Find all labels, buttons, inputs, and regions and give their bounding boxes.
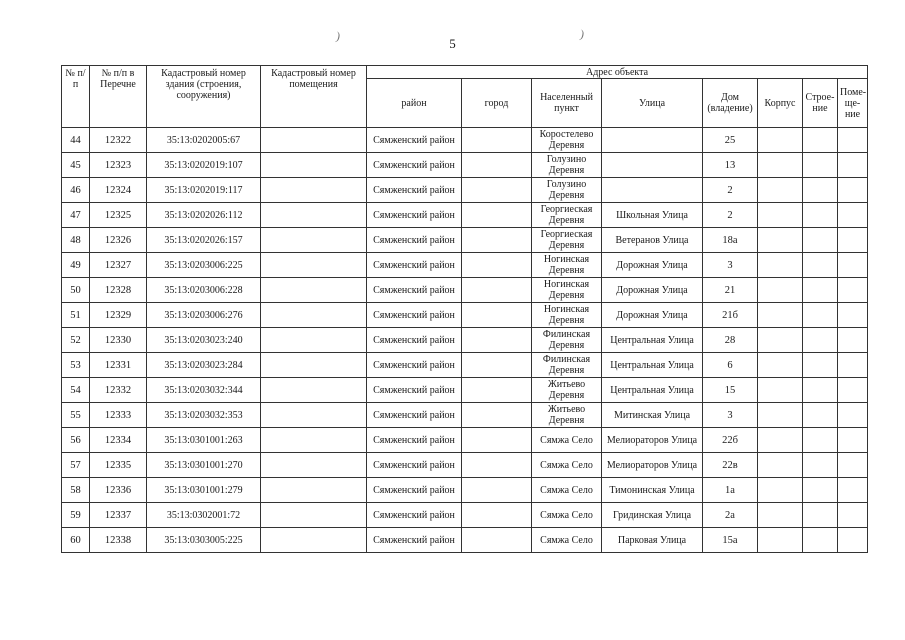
cell-korpus [758,128,803,153]
cell-district: Сямженский район [367,253,462,278]
cell-street: Дорожная Улица [602,278,703,303]
cell-building-cadastral: 35:13:0203023:284 [147,353,261,378]
cell-num: 52 [62,328,90,353]
cell-city [462,278,532,303]
cell-list-num: 12327 [90,253,147,278]
header-korpus: Корпус [758,79,803,128]
cell-pomeshchenie [838,153,868,178]
cell-pomeshchenie [838,253,868,278]
cell-pomeshchenie [838,503,868,528]
cell-num: 51 [62,303,90,328]
cell-korpus [758,328,803,353]
table-row [62,353,868,378]
cell-room-cadastral [261,353,367,378]
cell-house: 2 [703,203,758,228]
cell-house: 2 [703,178,758,203]
cell-house: 15 [703,378,758,403]
cell-settlement: Сямжа Село [532,528,602,553]
cell-district: Сямженский район [367,228,462,253]
objects-table [61,65,868,553]
cell-korpus [758,253,803,278]
cell-city [462,203,532,228]
cell-district: Сямженский район [367,128,462,153]
cell-settlement: Сямжа Село [532,453,602,478]
cell-building-cadastral: 35:13:0303005:225 [147,528,261,553]
cell-list-num: 12328 [90,278,147,303]
cell-list-num: 12336 [90,478,147,503]
scan-mark-left: ) [334,28,342,44]
cell-street: Центральная Улица [602,353,703,378]
cell-street: Тимонинская Улица [602,478,703,503]
header-street: Улица [602,79,703,128]
cell-city [462,353,532,378]
cell-district: Сямженский район [367,478,462,503]
cell-korpus [758,528,803,553]
cell-list-num: 12329 [90,303,147,328]
cell-pomeshchenie [838,228,868,253]
cell-stroenie [803,328,838,353]
cell-settlement: Сямжа Село [532,503,602,528]
cell-pomeshchenie [838,178,868,203]
table-row [62,303,868,328]
cell-list-num: 12338 [90,528,147,553]
table-row [62,253,868,278]
cell-settlement: Филинская Деревня [532,353,602,378]
cell-pomeshchenie [838,428,868,453]
cell-room-cadastral [261,178,367,203]
cell-house: 2а [703,503,758,528]
cell-list-num: 12332 [90,378,147,403]
cell-room-cadastral [261,328,367,353]
cell-street: Мелиораторов Улица [602,453,703,478]
cell-room-cadastral [261,478,367,503]
cell-settlement: Голузино Деревня [532,178,602,203]
cell-street: Дорожная Улица [602,253,703,278]
cell-street: Центральная Улица [602,378,703,403]
cell-room-cadastral [261,428,367,453]
cell-stroenie [803,428,838,453]
cell-building-cadastral: 35:13:0202019:117 [147,178,261,203]
cell-district: Сямженский район [367,453,462,478]
cell-korpus [758,228,803,253]
cell-house: 3 [703,253,758,278]
cell-num: 50 [62,278,90,303]
cell-street [602,153,703,178]
cell-building-cadastral: 35:13:0301001:279 [147,478,261,503]
header-house: Дом (владение) [703,79,758,128]
cell-city [462,328,532,353]
cell-district: Сямженский район [367,278,462,303]
header-room-cadastral: Кадастровый номер помещения [261,66,367,128]
cell-settlement: Ногинская Деревня [532,278,602,303]
cell-list-num: 12323 [90,153,147,178]
cell-stroenie [803,178,838,203]
cell-room-cadastral [261,228,367,253]
cell-district: Сямженский район [367,203,462,228]
cell-district: Сямженский район [367,328,462,353]
cell-room-cadastral [261,528,367,553]
cell-street [602,128,703,153]
cell-pomeshchenie [838,453,868,478]
cell-pomeshchenie [838,528,868,553]
cell-korpus [758,378,803,403]
cell-building-cadastral: 35:13:0203006:225 [147,253,261,278]
table-row [62,528,868,553]
cell-district: Сямженский район [367,403,462,428]
cell-building-cadastral: 35:13:0302001:72 [147,503,261,528]
cell-settlement: Ногинская Деревня [532,303,602,328]
cell-num: 48 [62,228,90,253]
cell-room-cadastral [261,278,367,303]
cell-house: 15а [703,528,758,553]
page-number: 5 [449,36,456,51]
table-row [62,228,868,253]
cell-building-cadastral: 35:13:0202005:67 [147,128,261,153]
cell-num: 59 [62,503,90,528]
cell-street: Ветеранов Улица [602,228,703,253]
header-building-cadastral: Кадастровый номер здания (строения, сооружения) [147,66,261,128]
cell-settlement: Житьево Деревня [532,403,602,428]
cell-korpus [758,178,803,203]
cell-stroenie [803,453,838,478]
cell-korpus [758,503,803,528]
cell-pomeshchenie [838,378,868,403]
cell-house: 6 [703,353,758,378]
cell-list-num: 12330 [90,328,147,353]
cell-list-num: 12322 [90,128,147,153]
cell-settlement: Ногинская Деревня [532,253,602,278]
cell-city [462,378,532,403]
cell-city [462,153,532,178]
cell-stroenie [803,153,838,178]
cell-house: 13 [703,153,758,178]
header-city: город [462,79,532,128]
cell-street [602,178,703,203]
cell-stroenie [803,253,838,278]
cell-street: Центральная Улица [602,328,703,353]
cell-city [462,503,532,528]
cell-district: Сямженский район [367,153,462,178]
table-row [62,178,868,203]
cell-stroenie [803,128,838,153]
cell-stroenie [803,378,838,403]
cell-district: Сямженский район [367,353,462,378]
cell-korpus [758,153,803,178]
cell-stroenie [803,303,838,328]
cell-pomeshchenie [838,328,868,353]
cell-house: 28 [703,328,758,353]
cell-house: 21б [703,303,758,328]
cell-pomeshchenie [838,353,868,378]
cell-list-num: 12324 [90,178,147,203]
cell-stroenie [803,503,838,528]
cell-city [462,128,532,153]
cell-num: 54 [62,378,90,403]
cell-settlement: Голузино Деревня [532,153,602,178]
cell-settlement: Сямжа Село [532,428,602,453]
table-row [62,278,868,303]
cell-building-cadastral: 35:13:0203006:228 [147,278,261,303]
table-row [62,453,868,478]
cell-street: Дорожная Улица [602,303,703,328]
header-address: Адрес объекта [367,66,868,79]
cell-pomeshchenie [838,278,868,303]
cell-district: Сямженский район [367,303,462,328]
table-row [62,403,868,428]
cell-num: 57 [62,453,90,478]
cell-stroenie [803,278,838,303]
cell-city [462,478,532,503]
cell-building-cadastral: 35:13:0301001:263 [147,428,261,453]
cell-house: 25 [703,128,758,153]
cell-stroenie [803,203,838,228]
cell-city [462,403,532,428]
table-row [62,128,868,153]
cell-district: Сямженский район [367,378,462,403]
cell-building-cadastral: 35:13:0301001:270 [147,453,261,478]
cell-num: 55 [62,403,90,428]
header-num: № п/п [62,66,90,128]
cell-building-cadastral: 35:13:0203032:344 [147,378,261,403]
cell-building-cadastral: 35:13:0203032:353 [147,403,261,428]
cell-num: 58 [62,478,90,503]
cell-korpus [758,478,803,503]
cell-korpus [758,453,803,478]
cell-num: 60 [62,528,90,553]
cell-district: Сямженский район [367,428,462,453]
cell-room-cadastral [261,253,367,278]
cell-settlement: Коростелево Деревня [532,128,602,153]
header-settlement: Населенный пункт [532,79,602,128]
cell-district: Сямженский район [367,528,462,553]
cell-list-num: 12334 [90,428,147,453]
cell-house: 1а [703,478,758,503]
cell-num: 47 [62,203,90,228]
cell-building-cadastral: 35:13:0203006:276 [147,303,261,328]
cell-pomeshchenie [838,403,868,428]
cell-num: 45 [62,153,90,178]
cell-street: Гридинская Улица [602,503,703,528]
cell-room-cadastral [261,378,367,403]
cell-settlement: Георгиеская Деревня [532,228,602,253]
cell-korpus [758,403,803,428]
cell-city [462,528,532,553]
header-pomeshchenie: Поме-ще-ние [838,79,868,128]
cell-house: 18а [703,228,758,253]
cell-stroenie [803,528,838,553]
cell-district: Сямженский район [367,503,462,528]
cell-building-cadastral: 35:13:0202019:107 [147,153,261,178]
cell-building-cadastral: 35:13:0203023:240 [147,328,261,353]
cell-city [462,253,532,278]
cell-pomeshchenie [838,203,868,228]
cell-house: 22в [703,453,758,478]
cell-room-cadastral [261,503,367,528]
cell-city [462,228,532,253]
table-row [62,428,868,453]
cell-list-num: 12335 [90,453,147,478]
cell-room-cadastral [261,303,367,328]
cell-city [462,428,532,453]
cell-city [462,453,532,478]
cell-stroenie [803,353,838,378]
cell-list-num: 12337 [90,503,147,528]
cell-korpus [758,303,803,328]
cell-street: Мелиораторов Улица [602,428,703,453]
cell-settlement: Филинская Деревня [532,328,602,353]
cell-list-num: 12333 [90,403,147,428]
cell-stroenie [803,403,838,428]
cell-building-cadastral: 35:13:0202026:157 [147,228,261,253]
table-row [62,503,868,528]
header-district: район [367,79,462,128]
cell-city [462,178,532,203]
cell-num: 44 [62,128,90,153]
cell-korpus [758,428,803,453]
cell-pomeshchenie [838,303,868,328]
cell-num: 46 [62,178,90,203]
cell-num: 49 [62,253,90,278]
cell-building-cadastral: 35:13:0202026:112 [147,203,261,228]
cell-settlement: Георгиеская Деревня [532,203,602,228]
cell-list-num: 12326 [90,228,147,253]
cell-stroenie [803,478,838,503]
cell-room-cadastral [261,203,367,228]
cell-street: Школьная Улица [602,203,703,228]
cell-district: Сямженский район [367,178,462,203]
cell-num: 53 [62,353,90,378]
header-list-num: № п/п в Перечне [90,66,147,128]
table-row [62,203,868,228]
cell-room-cadastral [261,403,367,428]
table-row [62,153,868,178]
cell-room-cadastral [261,128,367,153]
cell-house: 21 [703,278,758,303]
cell-stroenie [803,228,838,253]
cell-house: 22б [703,428,758,453]
cell-settlement: Житьево Деревня [532,378,602,403]
cell-house: 3 [703,403,758,428]
cell-street: Митинская Улица [602,403,703,428]
cell-pomeshchenie [838,128,868,153]
cell-pomeshchenie [838,478,868,503]
scan-mark-right: ) [578,26,586,42]
table-row [62,378,868,403]
header-stroenie: Строе-ние [803,79,838,128]
table-row [62,328,868,353]
table-row [62,478,868,503]
cell-korpus [758,203,803,228]
cell-num: 56 [62,428,90,453]
cell-room-cadastral [261,153,367,178]
cell-korpus [758,353,803,378]
cell-city [462,303,532,328]
cell-list-num: 12331 [90,353,147,378]
cell-settlement: Сямжа Село [532,478,602,503]
cell-street: Парковая Улица [602,528,703,553]
cell-room-cadastral [261,453,367,478]
cell-korpus [758,278,803,303]
cell-list-num: 12325 [90,203,147,228]
